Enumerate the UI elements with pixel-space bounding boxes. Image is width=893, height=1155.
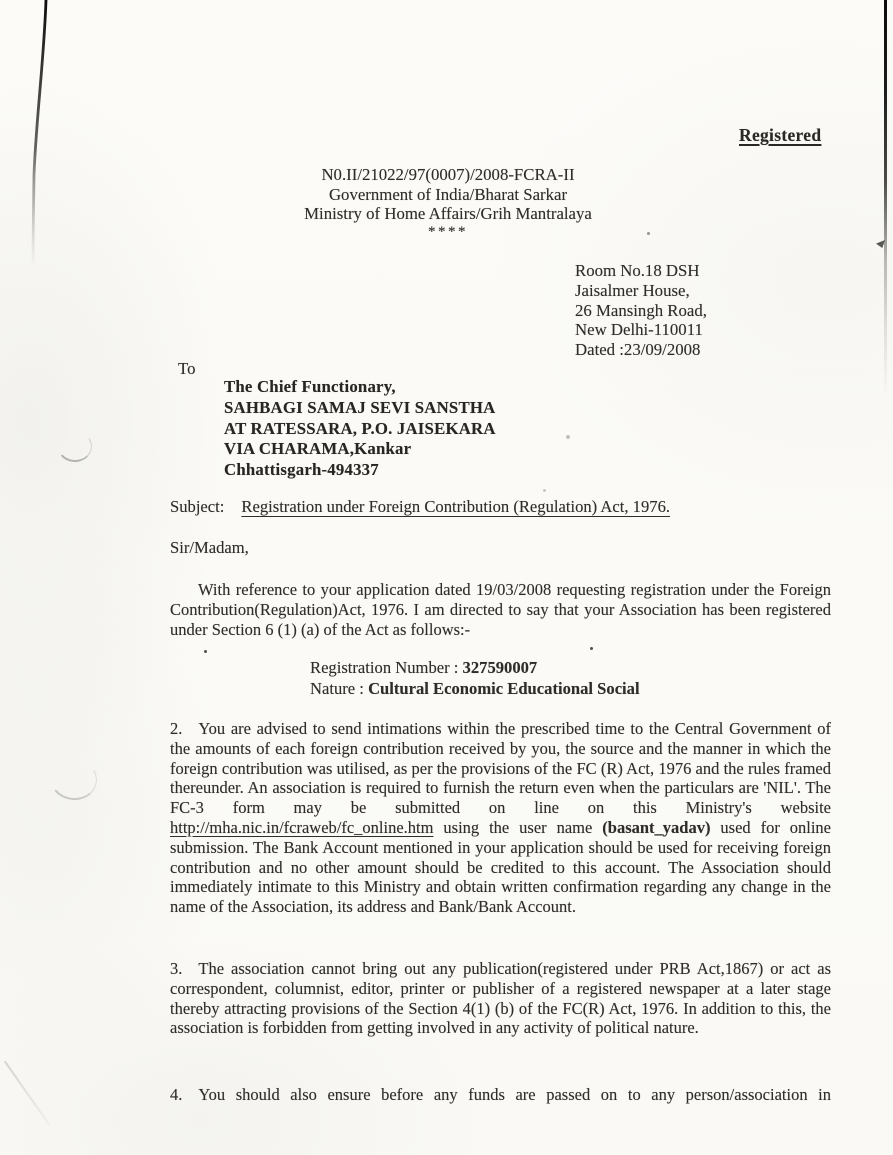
scan-mark-curve-1 bbox=[55, 428, 93, 463]
salutation: Sir/Madam, bbox=[170, 538, 249, 557]
registration-number-value: 327590007 bbox=[462, 658, 538, 677]
paragraph-2-text-1: You are advised to send intimations within the prescribed time to the Central Government of the amounts of each foreign contribution received by you, the source and the manner in which the foreign contribution was utilised, as per the provisions of the FC (R) Act, 1976 and the rules framed thereunder. An association is required to furnish the return even when the particulars are 'NIL'. The FC-3 form may be submitted on line on this Ministry's website bbox=[170, 719, 831, 818]
paragraph-4 bbox=[170, 1085, 831, 1105]
paragraph-1: With reference to your application dated 19/03/2008 requesting registration under the Foreign Contribution(Regulation)Act, 1976. I am directed to say that your Association has been registered under Section 6 (1) (a) of the Act as follows:- bbox=[170, 580, 831, 639]
recipient-line: VIA CHARAMA,Kankar bbox=[224, 439, 412, 459]
scan-fold-mark bbox=[4, 1060, 50, 1125]
nature-line bbox=[310, 679, 640, 700]
ministry-line: Ministry of Home Affairs/Grih Mantralaya bbox=[304, 204, 592, 224]
date-line: Dated :23/09/2008 bbox=[575, 340, 701, 360]
subject-label: Subject: bbox=[170, 497, 225, 516]
recipient-line: AT RATESSARA, P.O. JAISEKARA bbox=[224, 418, 496, 438]
to-label: To bbox=[178, 359, 196, 378]
registration-number-line bbox=[310, 658, 640, 679]
address-line: Jaisalmer House, bbox=[575, 280, 690, 300]
recipient-block bbox=[224, 377, 496, 481]
recipient-line: Chhattisgarh-494337 bbox=[224, 460, 379, 480]
subject-text: Registration under Foreign Contribution (Regulation) Act, 1976. bbox=[241, 497, 671, 516]
paragraph-2-text-2: using the user name bbox=[433, 817, 603, 837]
ink-speck bbox=[590, 647, 593, 650]
username-bold: (basant_yadav) bbox=[602, 817, 711, 837]
ink-speck bbox=[543, 489, 546, 492]
paragraph-2 bbox=[170, 719, 831, 917]
recipient-line: SAHBAGI SAMAJ SEVI SANSTHA bbox=[224, 397, 496, 417]
ink-speck bbox=[566, 435, 570, 439]
registration-number-label: Registration Number : bbox=[310, 658, 463, 677]
paragraph-3-number: 3. bbox=[170, 959, 183, 978]
registered-stamp: Registered bbox=[739, 125, 822, 145]
scan-edge-line-right bbox=[884, 0, 887, 398]
registration-details bbox=[310, 658, 640, 699]
nature-value: Cultural Economic Educational Social bbox=[368, 678, 640, 698]
scan-edge-line-left bbox=[0, 0, 70, 280]
address-line: 26 Mansingh Road, bbox=[575, 300, 707, 320]
paragraph-3 bbox=[170, 959, 831, 1038]
subject-line bbox=[170, 497, 670, 517]
paragraph-4-number: 4. bbox=[170, 1085, 183, 1104]
paragraph-3-text: The association cannot bring out any publication(registered under PRB Act,1867) or act as correspondent, columnist, editor, printer or publisher of a registered newspaper at a later stage thereby attracting provisions of the Section 4(1) (b) of the FC(R) Act, 1976. In addition to this, the association is forbidden from getting involved in any activity of political nature. bbox=[170, 959, 831, 1038]
paragraph-2-text-3: used for online submission. The Bank Account mentioned in your application should be used for receiving foreign contribution and no other amount should be credited to this account. The Association should immediately intimate to this Ministry and obtain written confirmation regarding any change in the name of the Association, its address and Bank/Bank Account. bbox=[170, 817, 831, 917]
sender-address-block bbox=[575, 261, 707, 360]
scan-mark-curve-2 bbox=[47, 755, 100, 804]
address-line: Room No.18 DSH bbox=[575, 261, 700, 280]
ref-number-line: N0.II/21022/97(0007)/2008-FCRA-II bbox=[321, 165, 575, 184]
letterhead bbox=[168, 165, 728, 240]
paragraph-2-number: 2. bbox=[170, 719, 183, 738]
stars-separator: **** bbox=[428, 223, 468, 240]
nature-label: Nature : bbox=[310, 678, 369, 698]
ink-speck bbox=[204, 650, 207, 653]
government-line: Government of India/Bharat Sarkar bbox=[328, 184, 568, 204]
fcra-website-url: http://mha.nic.in/fcraweb/fc_online.htm bbox=[170, 817, 434, 837]
recipient-line: The Chief Functionary, bbox=[224, 377, 396, 396]
address-line: New Delhi-110011 bbox=[575, 320, 703, 340]
paragraph-4-text: You should also ensure before any funds are passed on to any person/association in bbox=[198, 1085, 831, 1104]
